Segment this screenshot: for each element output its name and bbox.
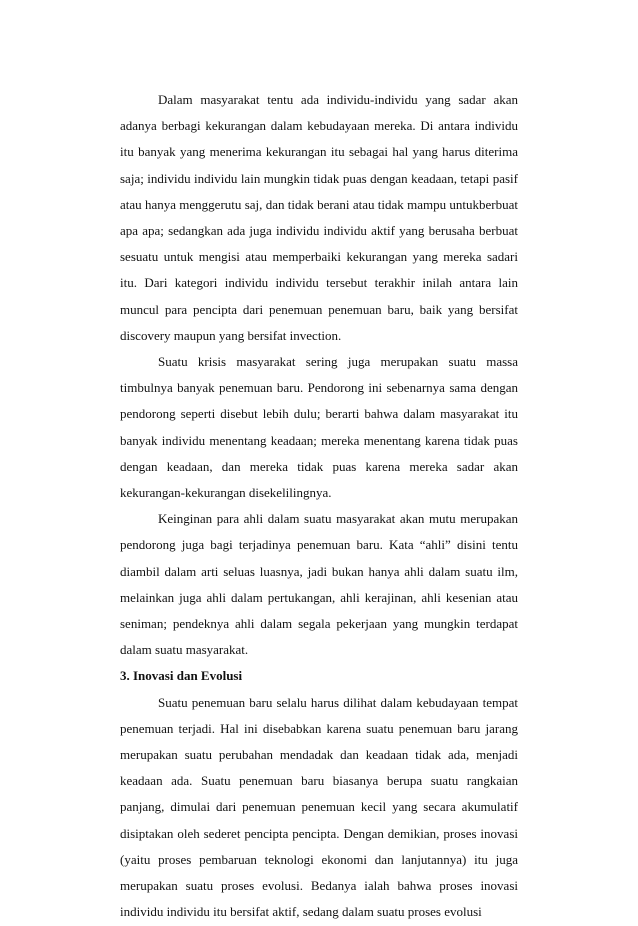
paragraph-society-crisis: Suatu krisis masyarakat sering juga merupakan suatu massa timbulnya banyak penemuan baru. Pendorong ini sebenarnya sama dengan pendorong seperti disebut lebih dulu; berarti bahwa dalam masyarakat itu banyak individu menentang keadaan; mereka menentang karena tidak puas dengan keadaan, dan mereka tidak puas karena mereka sadar akan kekurangan-kekurangan disekelilingnya.	[120, 354, 518, 501]
section-heading: 3. Inovasi dan Evolusi	[120, 668, 243, 684]
paragraph-innovation-evolution: Suatu penemuan baru selalu harus dilihat dalam kebudayaan tempat penemuan terjadi. Hal ini disebabkan karena suatu penemuan baru jarang merupakan suatu perubahan mendadak dan keadaan tidak ada, menjadi keadaan ada. Suatu penemuan baru biasanya berupa suatu rangkaian panjang, dimulai dari penemuan penemuan kecil yang secara akumulatif disiptakan oleh sederet pencipta pencipta. Dengan demikian, proses inovasi (yaitu proses pembaruan teknologi ekonomi dan lanjutannya) itu juga merupakan suatu proses evolusi. Bedanya ialah bahwa proses inovasi individu individu itu bersifat aktif, sedang dalam suatu proses evolusi	[120, 694, 518, 920]
paragraph-self-aware-individuals: Dalam masyarakat tentu ada individu-individu yang sadar akan adanya berbagi kekurangan dalam kebudayaan mereka. Di antara individu itu banyak yang menerima kekurangan itu sebagai hal yang harus diterima saja; individu individu lain mungkin tidak puas dengan keadaan, tetapi pasif atau hanya menggerutu saj, dan tidak berani atau tidak mampu untukberbuat apa apa; sedangkan ada juga individu individu aktif yang berusaha berbuat sesuatu untuk mengisi atau memperbaiki kekurangan yang mereka sadari itu. Dari kategori individu individu tersebut terakhir inilah antara lain muncul para pencipta dari penemuan penemuan baru, baik yang bersifat discovery maupun yang bersifat invection.	[120, 92, 518, 343]
paragraph-experts-quality: Keinginan para ahli dalam suatu masyarakat akan mutu merupakan pendorong juga bagi terjadinya penemuan baru. Kata “ahli” disini tentu diambil dalam arti seluas luasnya, jadi bukan hanya ahli dalam suatu ilm, melainkan juga ahli dalam pertukangan, ahli kerajinan, ahli kesenian atau seniman; pendeknya ahli dalam segala pekerjaan yang mungkin terdapat dalam suatu masyarakat.	[120, 511, 518, 658]
body-text	[120, 87, 518, 926]
